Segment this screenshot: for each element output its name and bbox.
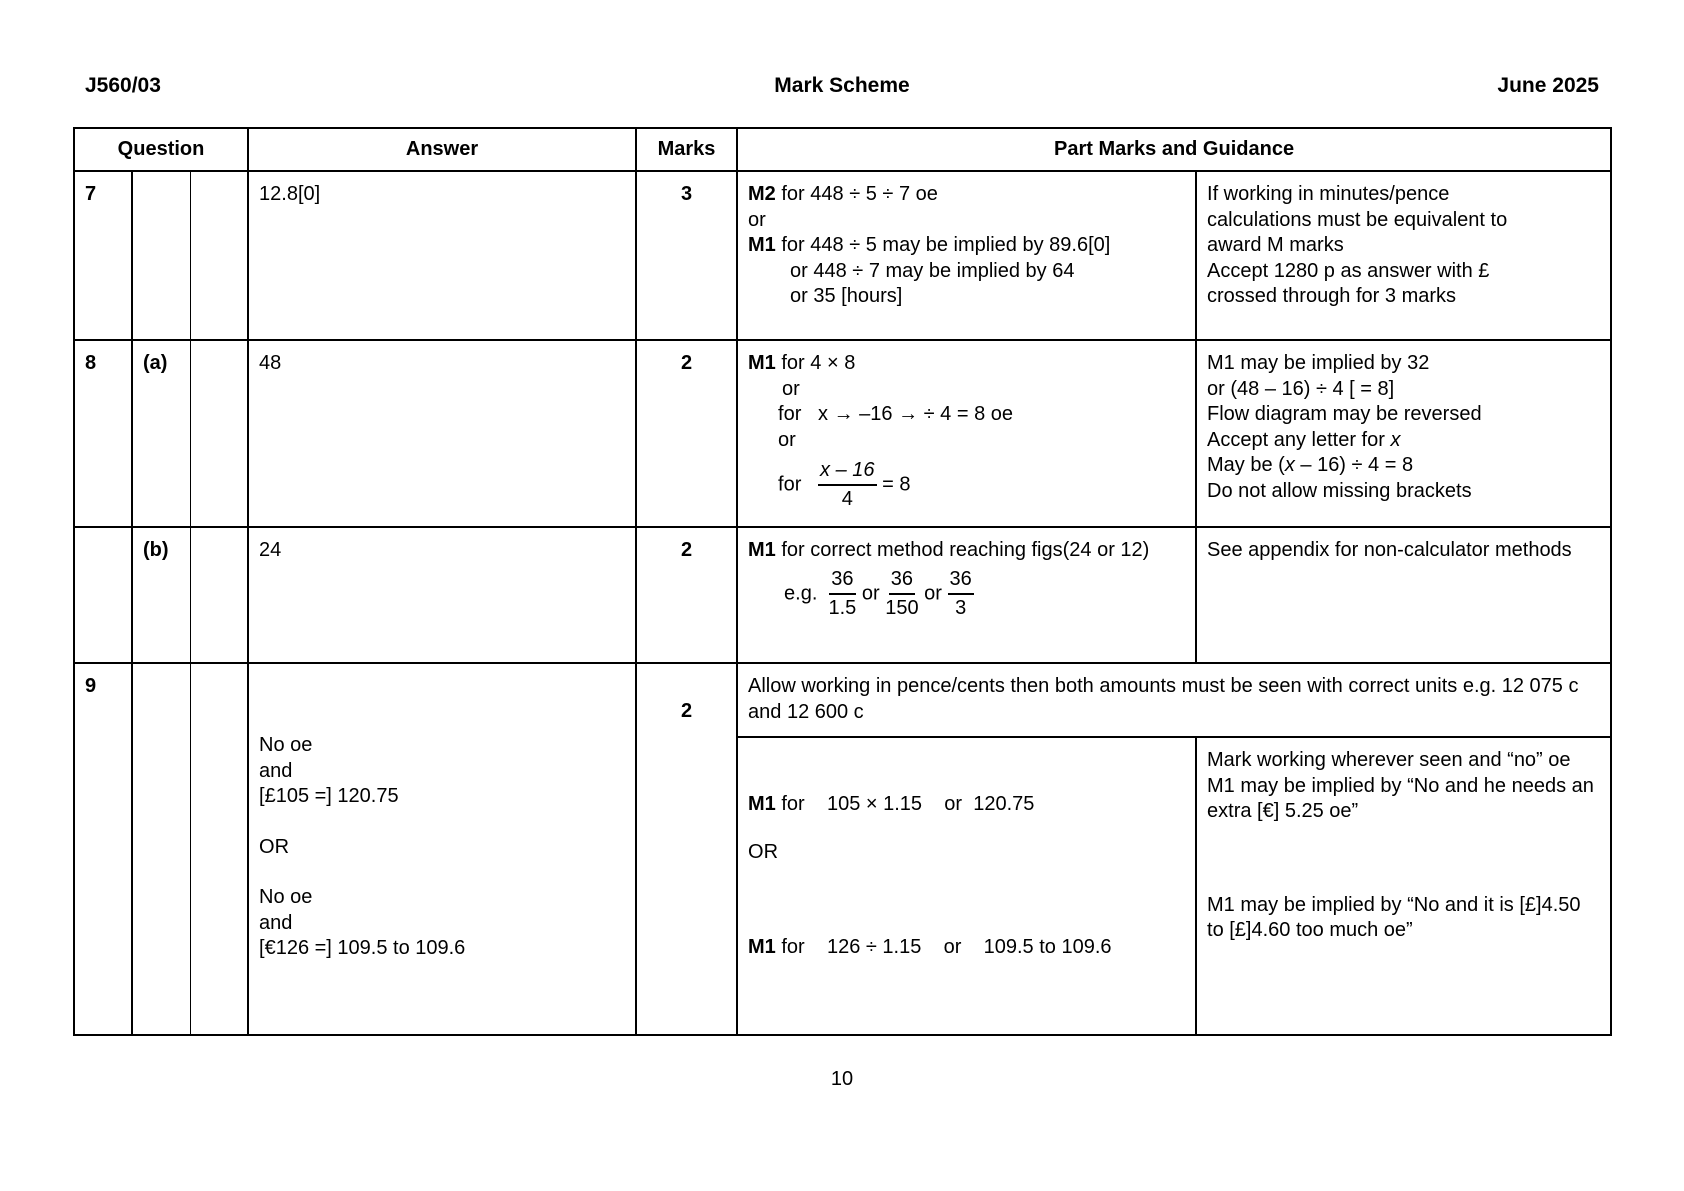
method-text: OR [748, 840, 779, 863]
guidance-text: x [1284, 454, 1295, 476]
question-subpart [190, 663, 248, 1035]
guidance-note: Allow working in pence/cents then both amounts must be seen with correct units e.g. 12 075 c and 12 600 c [737, 663, 1611, 737]
answer-text: [€126 =] 109.5 to 109.6 [259, 937, 466, 959]
answer-text: and [259, 759, 293, 782]
guidance-text: If working in minutes/pence [1207, 183, 1450, 205]
mark-code: M2 [748, 183, 776, 205]
page-title: Mark Scheme [774, 74, 910, 97]
guidance-text: Flow diagram may be reversed [1207, 403, 1482, 425]
method-text: for 4 × 8 [781, 352, 856, 374]
answer-text: [£105 =] 120.75 [259, 785, 399, 807]
mark-code: M1 [748, 234, 776, 256]
method-text: or [778, 428, 796, 451]
question-part: (a) [132, 340, 190, 527]
numerator: 36 [889, 566, 915, 595]
question-number: 8 [74, 340, 132, 527]
answer-text: OR [259, 835, 290, 858]
denominator: 4 [841, 488, 853, 510]
answer-cell: 12.8[0] [248, 171, 636, 340]
question-header: Question [74, 128, 248, 171]
question-part [132, 663, 190, 1035]
guidance-text: M1 may be implied by “No and he needs an extra [€] 5.25 oe” [1207, 774, 1594, 822]
guidance-header: Part Marks and Guidance [737, 128, 1611, 171]
answer-cell [248, 663, 636, 1035]
page-number: 10 [830, 1068, 854, 1090]
guidance-cell [1196, 737, 1611, 1035]
fraction [829, 566, 857, 622]
question-number: 7 [74, 171, 132, 340]
answer-cell: 24 [248, 527, 636, 663]
method-text: or 448 ÷ 7 may be implied by 64 [790, 259, 1075, 282]
guidance-text: or (48 – 16) ÷ 4 [ = 8] [1207, 377, 1395, 400]
method-text: for [781, 936, 805, 958]
answer-cell: 48 [248, 340, 636, 527]
method-text: 109.5 to 109.6 [983, 936, 1112, 958]
method-text: 126 ÷ 1.15 [826, 936, 922, 958]
mark-scheme-table [73, 127, 1612, 1036]
marks-cell: 2 [636, 663, 737, 1035]
guidance-cell: See appendix for non-calculator methods [1196, 527, 1611, 663]
paper-date: June 2025 [1497, 74, 1599, 97]
question-subpart [190, 340, 248, 527]
question-number: 9 [74, 663, 132, 1035]
table-header-row [74, 128, 1611, 171]
method-text: or [943, 936, 962, 958]
denominator: 3 [955, 596, 967, 619]
method-text: or [924, 581, 942, 604]
guidance-text: M1 may be implied by 32 [1207, 352, 1430, 374]
numerator: 36 [948, 566, 974, 595]
method-text: for correct method reaching figs(24 or 12) [781, 539, 1150, 561]
answer-text: No oe [259, 734, 313, 756]
answer-text: and [259, 911, 293, 934]
mark-code: M1 [748, 539, 776, 561]
guidance-text: award M marks [1207, 234, 1344, 256]
question-subpart [190, 171, 248, 340]
method-text: = 8 [882, 473, 911, 496]
method-text: or [748, 208, 766, 231]
mark-code: M1 [748, 793, 776, 815]
marks-header: Marks [636, 128, 737, 171]
paper-code: J560/03 [85, 74, 161, 97]
marks-cell: 3 [636, 171, 737, 340]
method-text: e.g. [784, 581, 818, 604]
method-cell [737, 340, 1196, 527]
method-text: 105 × 1.15 [826, 793, 923, 815]
method-text: for 448 ÷ 5 may be implied by 89.6[0] [781, 234, 1111, 256]
numerator: 36 [829, 566, 855, 595]
answer-header: Answer [248, 128, 636, 171]
method-text: for [778, 473, 802, 496]
method-text: or [782, 377, 800, 400]
method-text: or 35 [hours] [790, 285, 903, 307]
guidance-text: calculations must be equivalent to [1207, 208, 1508, 231]
guidance-text: Do not allow missing brackets [1207, 479, 1472, 502]
numerator: x – 16 [820, 459, 875, 481]
guidance-text: May be ( [1207, 454, 1285, 476]
denominator: 150 [885, 596, 919, 619]
method-text: or [944, 793, 963, 815]
marks-cell: 2 [636, 340, 737, 527]
table-row [74, 663, 1611, 737]
question-part [132, 171, 190, 340]
guidance-text: crossed through for 3 marks [1207, 285, 1457, 307]
mark-code: M1 [748, 936, 776, 958]
guidance-cell [1196, 340, 1611, 527]
method-text: for [781, 793, 805, 815]
table-row [74, 171, 1611, 340]
fraction [885, 566, 918, 622]
table-row [74, 527, 1611, 663]
denominator: 1.5 [828, 596, 857, 619]
guidance-text: x [1390, 428, 1401, 451]
question-number [74, 527, 132, 663]
marks-cell: 2 [636, 527, 737, 663]
method-text: or [861, 581, 880, 604]
flow-diagram-text: x → –16 → ÷ 4 = 8 oe [818, 403, 1014, 425]
guidance-text: Accept any letter for [1207, 428, 1391, 451]
mark-code: M1 [748, 352, 776, 374]
question-subpart [190, 527, 248, 663]
table-row [74, 340, 1611, 527]
fraction [948, 566, 974, 622]
guidance-text: – 16) ÷ 4 = 8 [1294, 454, 1414, 476]
method-cell [737, 527, 1196, 663]
guidance-text: M1 may be implied by “No and it is [£]4.50 to [£]4.60 too much oe” [1207, 893, 1581, 941]
method-text: for [778, 403, 802, 425]
guidance-text: Accept 1280 p as answer with £ [1207, 259, 1490, 282]
question-part: (b) [132, 527, 190, 663]
method-cell [737, 737, 1196, 1035]
method-text: 120.75 [973, 793, 1035, 815]
method-cell [737, 171, 1196, 340]
guidance-cell [1196, 171, 1611, 340]
method-text: for 448 ÷ 5 ÷ 7 oe [781, 183, 938, 205]
answer-text: No oe [259, 886, 313, 908]
fraction [818, 457, 876, 513]
guidance-text: Mark working wherever seen and “no” oe [1207, 749, 1571, 771]
